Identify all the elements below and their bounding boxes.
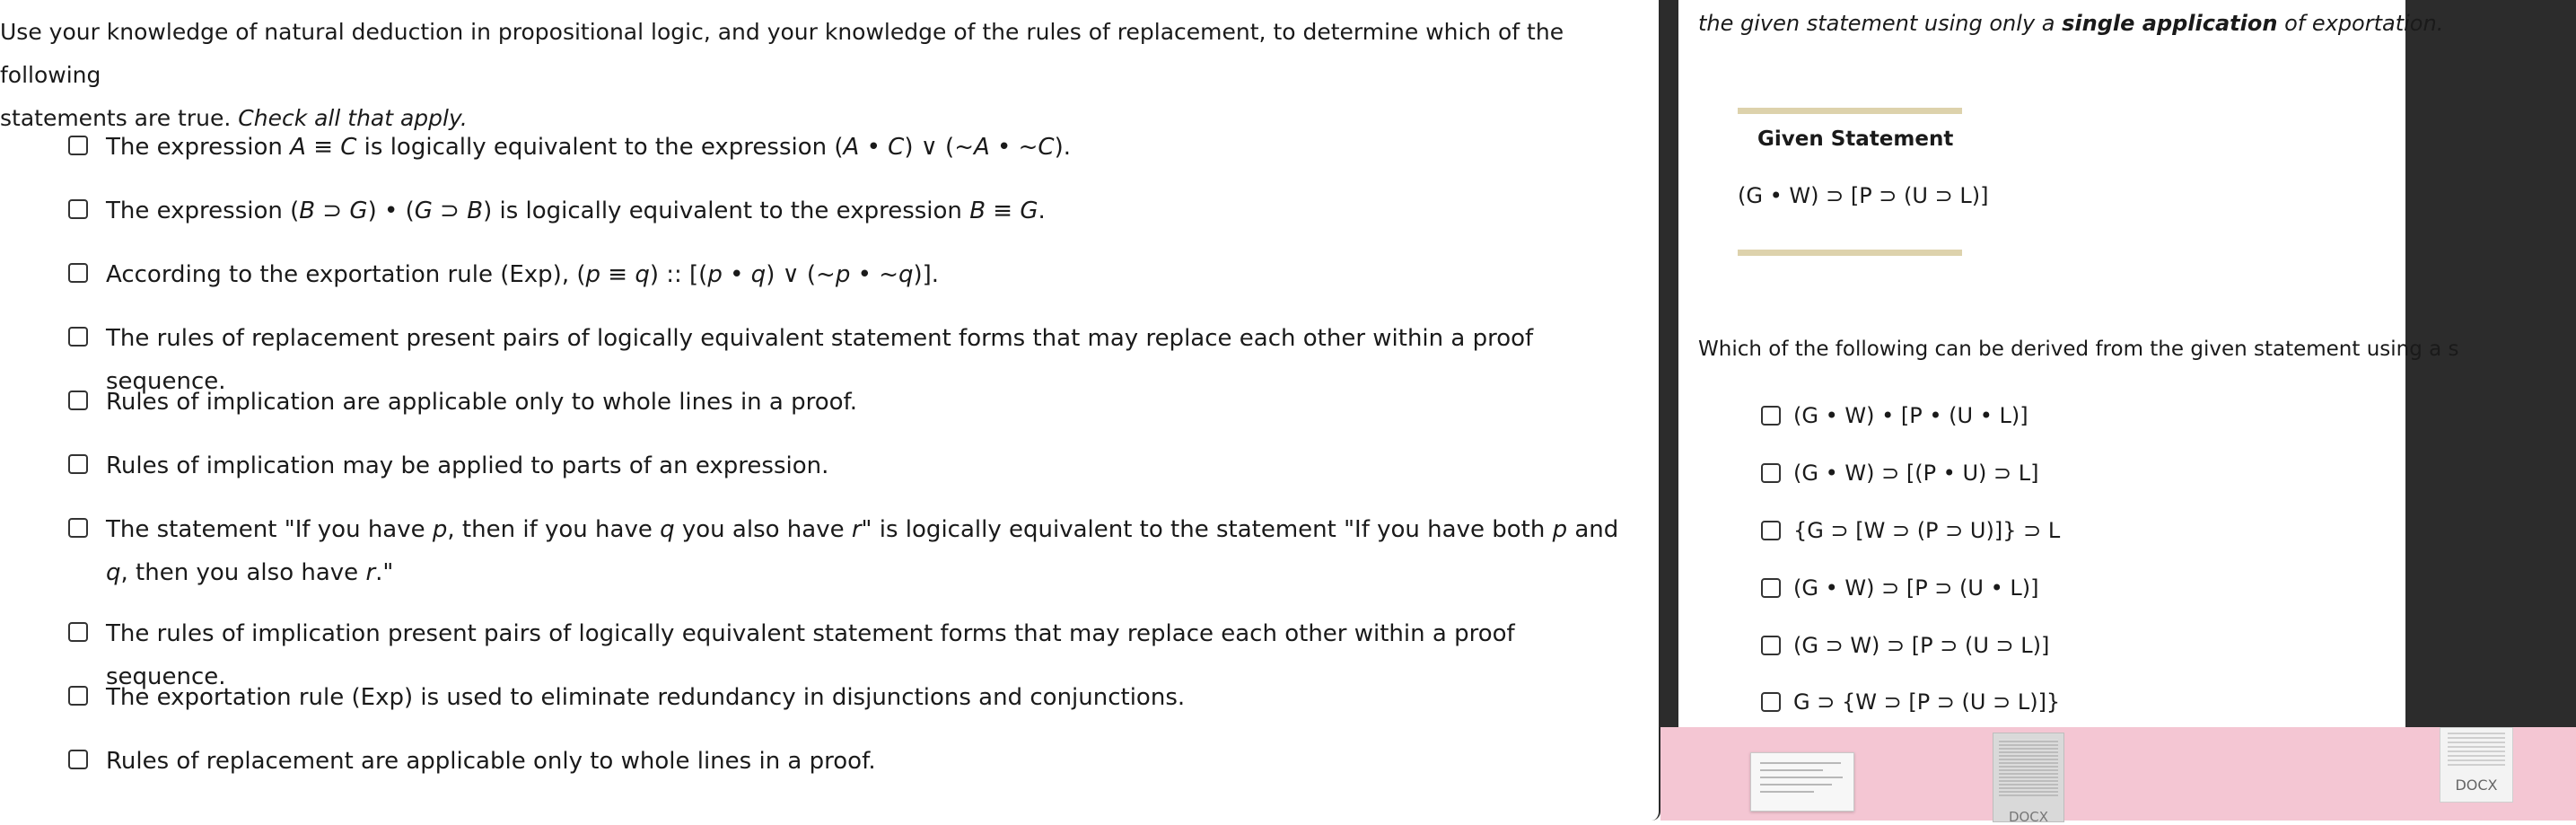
answer-option-5[interactable] (68, 381, 1621, 424)
document-thumbnail[interactable] (1750, 752, 1854, 812)
option-label: The exportation rule (Exp) is used to eliminate redundancy in disjunctions and conjunctions. (106, 684, 1186, 711)
file-icon (2448, 732, 2505, 766)
option-label: According to the exportation rule (Exp), (p ≡ q) :: [(p • q) ∨ (~p • ~q)]. (106, 261, 940, 288)
choice-label: (G • W) • [P • (U • L)] (1793, 403, 2028, 428)
document-intro: the given statement using only a single application of exportation. (1698, 11, 2444, 36)
checkbox[interactable] (68, 518, 88, 538)
choice-option[interactable] (1761, 689, 2060, 715)
choice-label: {G ⊃ [W ⊃ (P ⊃ U)]} ⊃ L (1793, 518, 2061, 543)
checkbox[interactable] (68, 391, 88, 410)
docx-file-thumbnail[interactable] (1993, 733, 2064, 825)
file-dock (1660, 727, 2576, 825)
derivation-question: Which of the following can be derived from the given statement using a s (1698, 338, 2459, 361)
choice-label: G ⊃ {W ⊃ [P ⊃ (U ⊃ L)]} (1793, 689, 2061, 715)
prompt-line-2: statements are true. (0, 105, 239, 131)
divider (1738, 108, 1962, 114)
file-type-label: DOCX (2008, 809, 2049, 825)
checkbox[interactable] (1761, 463, 1781, 483)
given-statement-heading: Given Statement (1757, 127, 1954, 151)
question-prompt (0, 11, 1634, 140)
choice-option[interactable] (1761, 633, 2049, 658)
answer-option-2[interactable] (68, 189, 1621, 233)
option-label: The rules of implication present pairs of logically equivalent statement forms that may replace each other within a proof sequence. (106, 620, 1515, 690)
docx-file-thumbnail[interactable] (2440, 727, 2513, 803)
file-icon (1999, 739, 2058, 796)
option-label: The rules of replacement present pairs of logically equivalent statement forms that may replace each other within a proof sequence. (106, 325, 1534, 395)
choice-label: (G • W) ⊃ [(P • U) ⊃ L] (1793, 461, 2039, 486)
option-label: Rules of replacement are applicable only to whole lines in a proof. (106, 748, 876, 775)
choice-option[interactable] (1761, 403, 2028, 428)
given-statement: (G • W) ⊃ [P ⊃ (U ⊃ L)] (1738, 183, 1989, 208)
checkbox[interactable] (1761, 578, 1781, 598)
checkbox[interactable] (1761, 521, 1781, 540)
option-label: The expression A ≡ C is logically equivalent to the expression (A • C) ∨ (~A • ~C). (106, 134, 1072, 161)
option-label: The expression (B ⊃ G) • (G ⊃ B) is logically equivalent to the expression B ≡ G. (106, 197, 1046, 224)
checkbox[interactable] (68, 327, 88, 347)
choice-option[interactable] (1761, 461, 2038, 486)
answer-option-6[interactable] (68, 444, 1621, 487)
file-type-label: DOCX (2455, 777, 2498, 794)
checkbox[interactable] (68, 136, 88, 155)
reference-document (1678, 0, 2459, 727)
option-label: Rules of implication are applicable only to whole lines in a proof. (106, 389, 858, 416)
checkbox[interactable] (68, 454, 88, 474)
answer-option-3[interactable] (68, 253, 1621, 296)
checkbox[interactable] (68, 686, 88, 706)
checkbox[interactable] (1761, 636, 1781, 655)
option-label: The statement "If you have p, then if you have q you also have r" is logically equivalent to the statement "If you have both p and q, then you also have r." (106, 516, 1619, 586)
answer-option-10[interactable] (68, 740, 1621, 783)
divider (1738, 250, 1962, 256)
choice-option[interactable] (1761, 575, 2038, 601)
prompt-line-1: Use your knowledge of natural deduction in propositional logic, and your knowledge of the rules of replacement, to determine which of the following (0, 19, 1564, 88)
choice-label: (G • W) ⊃ [P ⊃ (U • L)] (1793, 575, 2039, 601)
answer-option-7[interactable] (68, 508, 1621, 594)
choice-option[interactable] (1761, 518, 2060, 543)
checkbox[interactable] (68, 263, 88, 283)
choice-label: (G ⊃ W) ⊃ [P ⊃ (U ⊃ L)] (1793, 633, 2050, 658)
checkbox[interactable] (68, 622, 88, 642)
prompt-instruction: Check all that apply. (238, 105, 468, 131)
checkbox[interactable] (1761, 692, 1781, 712)
checkbox[interactable] (68, 199, 88, 219)
checkbox[interactable] (1761, 406, 1781, 426)
answer-option-1[interactable] (68, 126, 1621, 169)
checkbox[interactable] (68, 750, 88, 769)
answer-option-9[interactable] (68, 676, 1621, 719)
option-label: Rules of implication may be applied to parts of an expression. (106, 452, 829, 479)
